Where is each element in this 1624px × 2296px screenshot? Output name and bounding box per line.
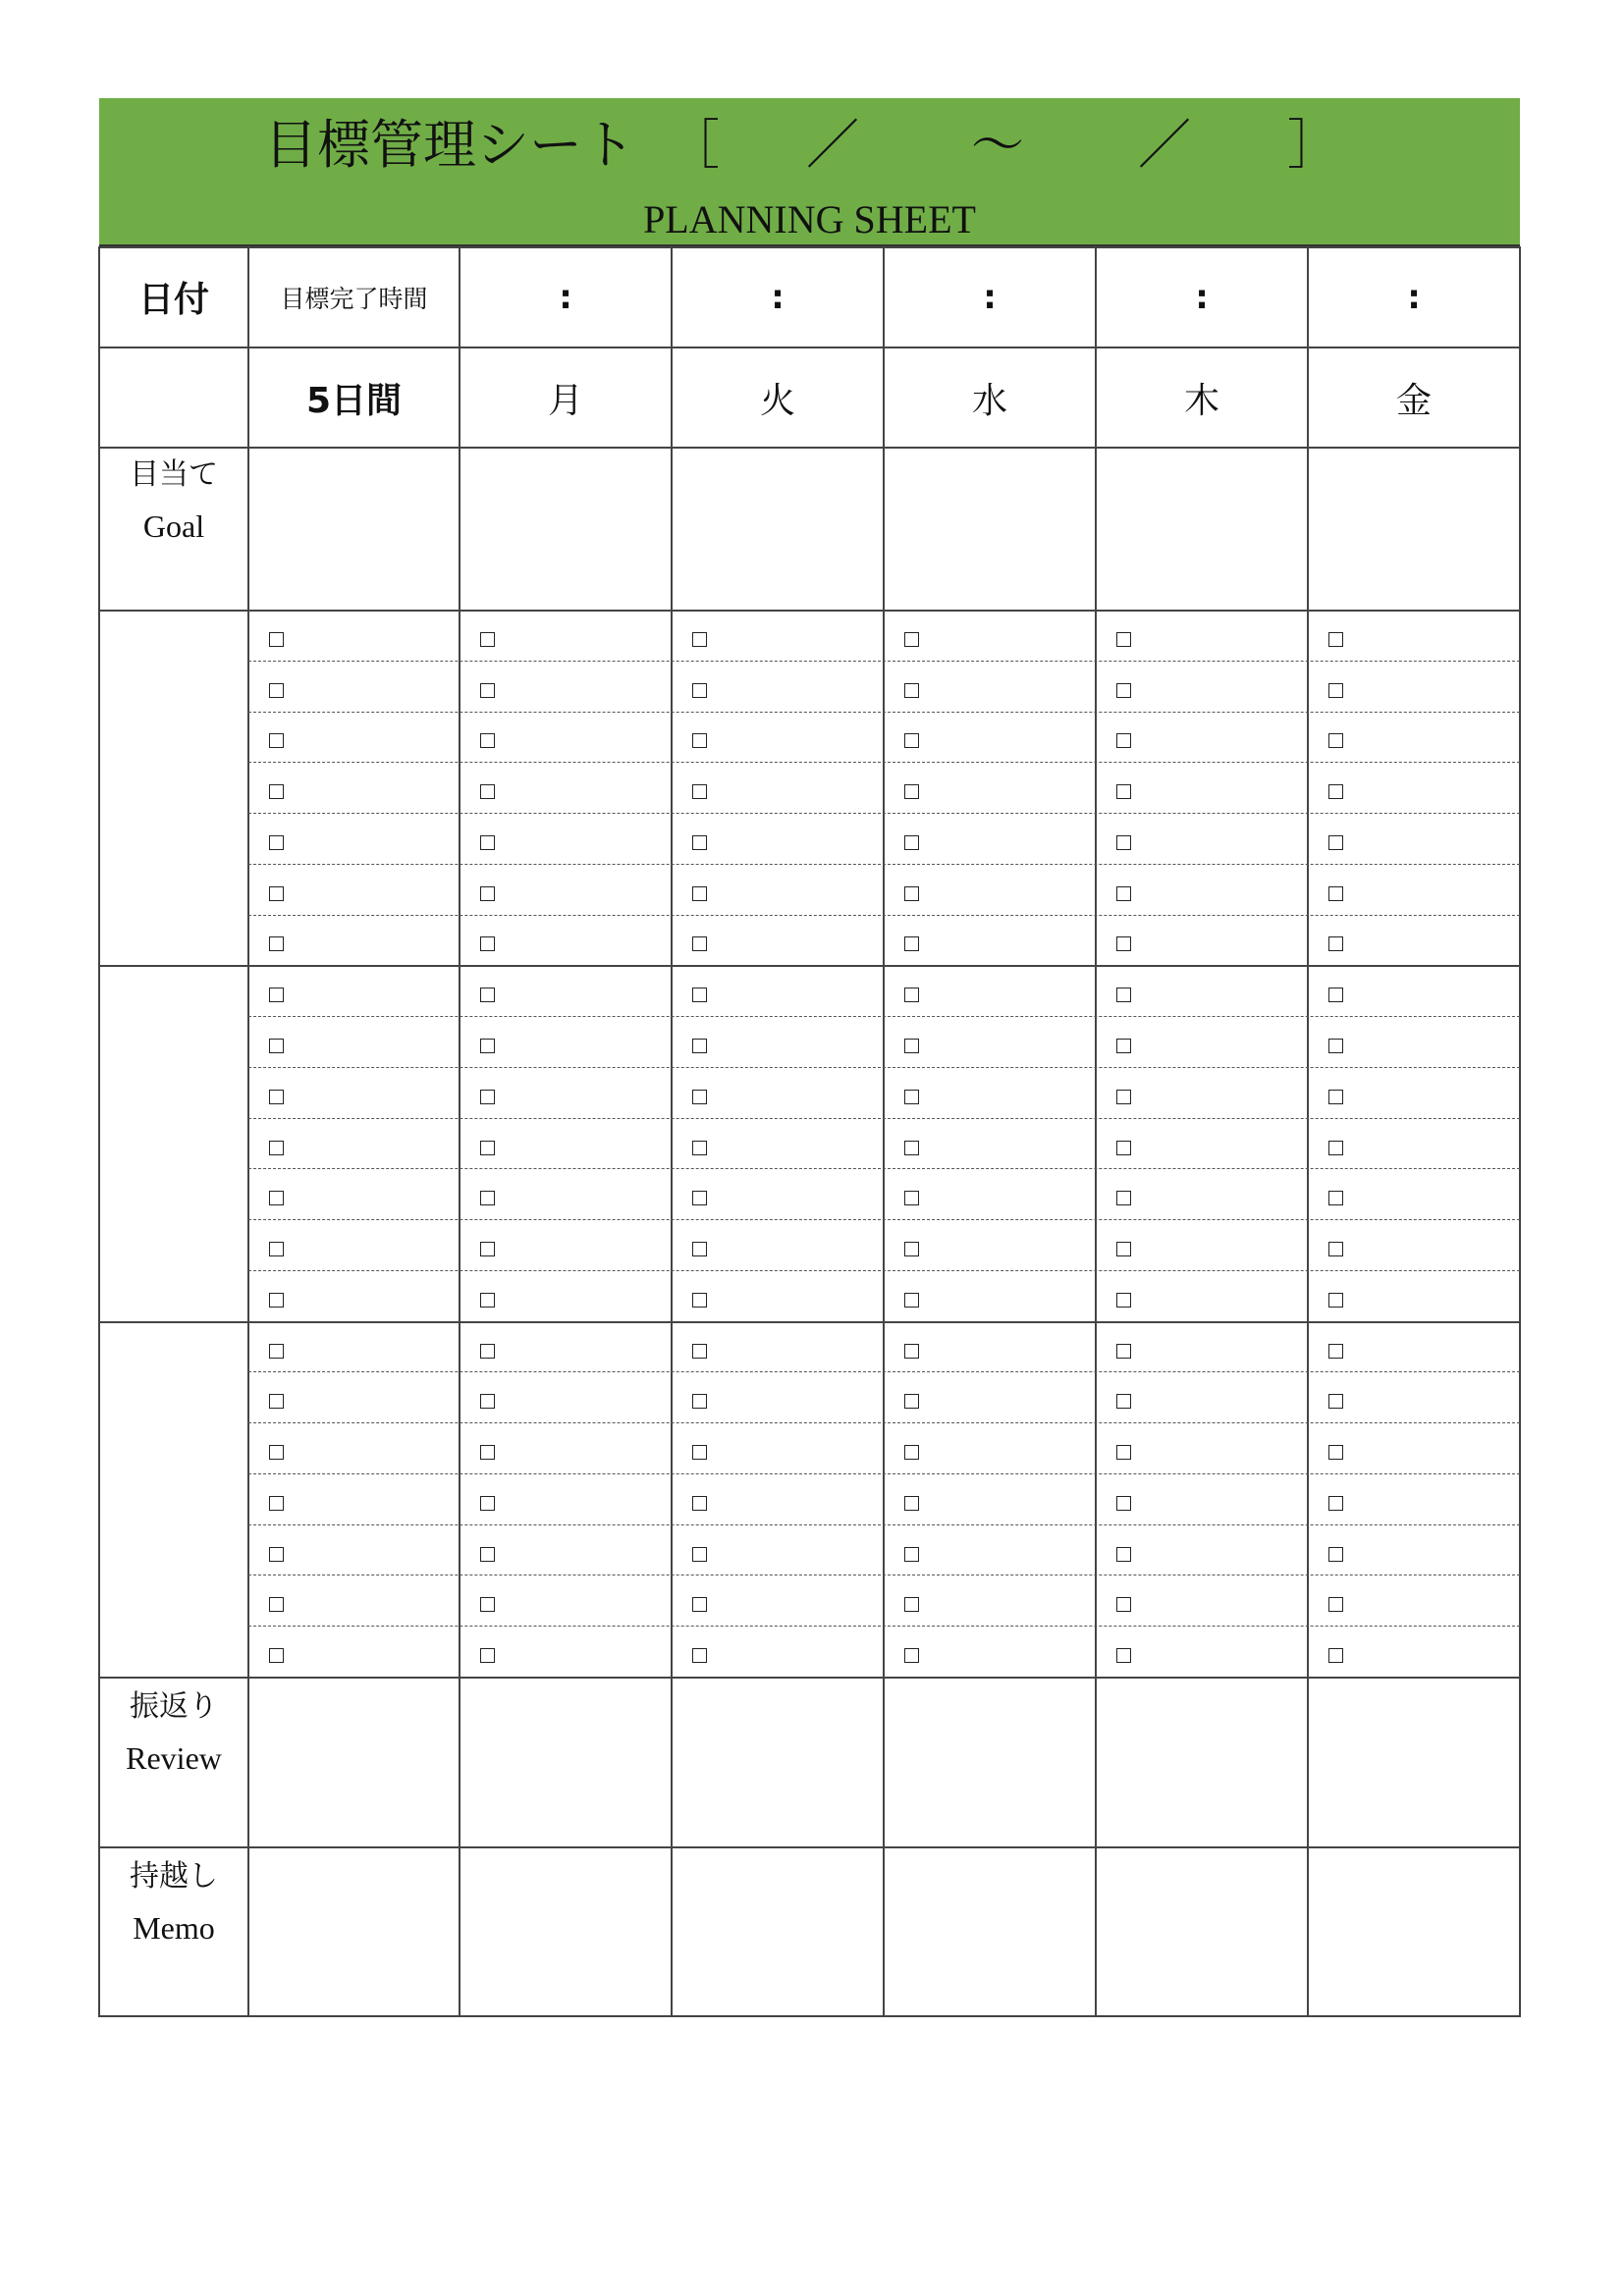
task-checkbox[interactable] (904, 1141, 919, 1155)
task-checkbox[interactable] (269, 1547, 284, 1562)
row-divider (99, 965, 1520, 967)
task-checkbox[interactable] (269, 1496, 284, 1511)
task-checkbox[interactable] (692, 886, 707, 901)
task-checkbox[interactable] (904, 1496, 919, 1511)
time-field[interactable]: : (771, 277, 785, 317)
day-header: 水 (971, 380, 1007, 421)
task-checkbox[interactable] (269, 1293, 284, 1308)
task-checkbox[interactable] (480, 1039, 495, 1053)
task-checkbox[interactable] (1116, 988, 1131, 1002)
task-checkbox[interactable] (269, 1648, 284, 1663)
task-checkbox[interactable] (904, 835, 919, 850)
dashed-divider (248, 1626, 1520, 1627)
task-checkbox[interactable] (1116, 1496, 1131, 1511)
date-slash-end: ／ (1138, 114, 1191, 176)
dashed-divider (248, 1016, 1520, 1017)
task-checkbox[interactable] (692, 1039, 707, 1053)
task-checkbox[interactable] (480, 936, 495, 951)
task-checkbox[interactable] (692, 1547, 707, 1562)
column-divider (1307, 246, 1309, 2017)
review-label-jp: 振返り (130, 1689, 218, 1724)
task-checkbox[interactable] (1328, 1039, 1343, 1053)
task-checkbox[interactable] (269, 936, 284, 951)
task-checkbox[interactable] (1328, 1496, 1343, 1511)
task-checkbox[interactable] (692, 1191, 707, 1205)
task-checkbox[interactable] (692, 1394, 707, 1409)
dashed-divider (248, 915, 1520, 916)
time-field[interactable]: : (1195, 277, 1209, 317)
task-checkbox[interactable] (269, 1445, 284, 1460)
dashed-divider (248, 1473, 1520, 1474)
dashed-divider (248, 712, 1520, 713)
task-checkbox[interactable] (1116, 1039, 1131, 1053)
task-checkbox[interactable] (904, 1648, 919, 1663)
task-checkbox[interactable] (480, 1394, 495, 1409)
task-checkbox[interactable] (480, 1242, 495, 1256)
task-checkbox[interactable] (904, 1039, 919, 1053)
task-checkbox[interactable] (480, 1344, 495, 1359)
task-checkbox[interactable] (269, 683, 284, 698)
task-checkbox[interactable] (1116, 733, 1131, 748)
task-checkbox[interactable] (480, 1648, 495, 1663)
dashed-divider (248, 661, 1520, 662)
goal-label-jp: 目当て (130, 457, 218, 492)
task-checkbox[interactable] (269, 632, 284, 647)
time-field[interactable]: : (559, 277, 572, 317)
task-checkbox[interactable] (480, 1141, 495, 1155)
task-checkbox[interactable] (269, 1394, 284, 1409)
sheet-title: 目標管理シート (264, 114, 635, 176)
task-checkbox[interactable] (904, 1293, 919, 1308)
task-checkbox[interactable] (904, 886, 919, 901)
task-checkbox[interactable] (1328, 1597, 1343, 1612)
task-checkbox[interactable] (692, 988, 707, 1002)
task-checkbox[interactable] (1116, 1090, 1131, 1104)
goal-label-en: Goal (142, 508, 205, 544)
column-divider (1519, 246, 1521, 2017)
task-checkbox[interactable] (269, 784, 284, 799)
period-label: 5日間 (305, 380, 403, 421)
task-checkbox[interactable] (904, 1547, 919, 1562)
dashed-divider (248, 1270, 1520, 1271)
task-checkbox[interactable] (692, 1597, 707, 1612)
task-checkbox[interactable] (904, 936, 919, 951)
task-checkbox[interactable] (269, 1191, 284, 1205)
sheet-subtitle: PLANNING SHEET (643, 197, 976, 241)
day-header: 金 (1395, 380, 1432, 421)
task-checkbox[interactable] (904, 733, 919, 748)
day-header: 月 (547, 380, 583, 421)
dashed-divider (248, 762, 1520, 763)
memo-label-en: Memo (133, 1910, 215, 1946)
task-checkbox[interactable] (1116, 1597, 1131, 1612)
task-checkbox[interactable] (1328, 1293, 1343, 1308)
task-checkbox[interactable] (1116, 886, 1131, 901)
row-divider (99, 1321, 1520, 1323)
task-checkbox[interactable] (480, 1445, 495, 1460)
task-checkbox[interactable] (692, 936, 707, 951)
task-checkbox[interactable] (1116, 632, 1131, 647)
task-checkbox[interactable] (1328, 784, 1343, 799)
day-header: 木 (1183, 380, 1219, 421)
task-checkbox[interactable] (480, 835, 495, 850)
task-checkbox[interactable] (480, 1191, 495, 1205)
task-checkbox[interactable] (269, 1242, 284, 1256)
task-checkbox[interactable] (1328, 936, 1343, 951)
task-checkbox[interactable] (692, 1090, 707, 1104)
task-checkbox[interactable] (1328, 1141, 1343, 1155)
task-checkbox[interactable] (480, 1090, 495, 1104)
review-label-en: Review (126, 1740, 222, 1776)
date-label: 日付 (137, 280, 209, 320)
date-slash-start: ／ (806, 114, 859, 176)
task-checkbox[interactable] (480, 988, 495, 1002)
task-checkbox[interactable] (269, 1039, 284, 1053)
task-checkbox[interactable] (1328, 1090, 1343, 1104)
task-checkbox[interactable] (269, 733, 284, 748)
task-checkbox[interactable] (904, 1445, 919, 1460)
task-checkbox[interactable] (480, 784, 495, 799)
task-checkbox[interactable] (904, 683, 919, 698)
task-checkbox[interactable] (480, 632, 495, 647)
task-checkbox[interactable] (692, 1496, 707, 1511)
task-checkbox[interactable] (692, 733, 707, 748)
task-checkbox[interactable] (1328, 1191, 1343, 1205)
bracket-open: ［ (667, 114, 720, 176)
dashed-divider (248, 1524, 1520, 1525)
task-checkbox[interactable] (904, 1344, 919, 1359)
task-checkbox[interactable] (1116, 1242, 1131, 1256)
date-range-tilde: ～ (971, 114, 1024, 176)
time-field[interactable]: : (1407, 277, 1421, 317)
task-checkbox[interactable] (1116, 1445, 1131, 1460)
task-checkbox[interactable] (480, 1547, 495, 1562)
task-checkbox[interactable] (692, 784, 707, 799)
task-checkbox[interactable] (1116, 1191, 1131, 1205)
row-divider (99, 1846, 1520, 1848)
task-checkbox[interactable] (904, 1090, 919, 1104)
task-checkbox[interactable] (692, 632, 707, 647)
memo-label-jp: 持越し (130, 1859, 218, 1894)
task-checkbox[interactable] (269, 1090, 284, 1104)
day-header: 火 (759, 380, 795, 421)
task-checkbox[interactable] (692, 1141, 707, 1155)
task-checkbox[interactable] (480, 886, 495, 901)
task-checkbox[interactable] (480, 1496, 495, 1511)
bracket-close: ］ (1287, 114, 1340, 176)
task-checkbox[interactable] (692, 1445, 707, 1460)
dashed-divider (248, 1371, 1520, 1372)
task-checkbox[interactable] (269, 1597, 284, 1612)
column-divider (883, 246, 885, 2017)
task-checkbox[interactable] (1116, 1344, 1131, 1359)
dashed-divider (248, 1067, 1520, 1068)
task-checkbox[interactable] (1328, 733, 1343, 748)
task-checkbox[interactable] (904, 1394, 919, 1409)
task-checkbox[interactable] (1116, 1141, 1131, 1155)
task-checkbox[interactable] (480, 733, 495, 748)
task-checkbox[interactable] (480, 1597, 495, 1612)
task-checkbox[interactable] (904, 632, 919, 647)
time-field[interactable]: : (983, 277, 997, 317)
task-checkbox[interactable] (480, 683, 495, 698)
dashed-divider (248, 1118, 1520, 1119)
task-checkbox[interactable] (269, 1141, 284, 1155)
column-divider (459, 246, 460, 2017)
target-time-label: 目標完了時間 (280, 284, 428, 313)
row-divider (99, 1677, 1520, 1679)
task-checkbox[interactable] (1116, 835, 1131, 850)
task-checkbox[interactable] (1328, 886, 1343, 901)
task-checkbox[interactable] (269, 988, 284, 1002)
task-checkbox[interactable] (1328, 632, 1343, 647)
task-checkbox[interactable] (1116, 1648, 1131, 1663)
task-checkbox[interactable] (904, 1597, 919, 1612)
task-checkbox[interactable] (904, 1191, 919, 1205)
task-checkbox[interactable] (269, 1344, 284, 1359)
task-checkbox[interactable] (269, 835, 284, 850)
task-checkbox[interactable] (1328, 683, 1343, 698)
task-checkbox[interactable] (269, 886, 284, 901)
task-checkbox[interactable] (692, 1344, 707, 1359)
task-checkbox[interactable] (1328, 1648, 1343, 1663)
row-divider (99, 610, 1520, 612)
task-checkbox[interactable] (1328, 1445, 1343, 1460)
task-checkbox[interactable] (692, 835, 707, 850)
task-checkbox[interactable] (1328, 1344, 1343, 1359)
task-checkbox[interactable] (1328, 1547, 1343, 1562)
task-checkbox[interactable] (1328, 835, 1343, 850)
task-checkbox[interactable] (480, 1293, 495, 1308)
task-checkbox[interactable] (1328, 1394, 1343, 1409)
sheet-header (99, 98, 1520, 246)
task-checkbox[interactable] (1116, 1293, 1131, 1308)
dashed-divider (248, 1219, 1520, 1220)
task-checkbox[interactable] (692, 1293, 707, 1308)
task-checkbox[interactable] (692, 1648, 707, 1663)
task-checkbox[interactable] (1116, 1394, 1131, 1409)
planning-table (99, 246, 1520, 2017)
column-divider (1095, 246, 1097, 2017)
task-checkbox[interactable] (1116, 936, 1131, 951)
task-checkbox[interactable] (1116, 784, 1131, 799)
task-checkbox[interactable] (904, 1242, 919, 1256)
task-checkbox[interactable] (1116, 683, 1131, 698)
task-checkbox[interactable] (692, 1242, 707, 1256)
row-divider (99, 2015, 1520, 2017)
column-divider (671, 246, 673, 2017)
task-checkbox[interactable] (1328, 1242, 1343, 1256)
task-checkbox[interactable] (904, 988, 919, 1002)
task-checkbox[interactable] (692, 683, 707, 698)
dashed-divider (248, 813, 1520, 814)
dashed-divider (248, 1422, 1520, 1423)
dashed-divider (248, 864, 1520, 865)
task-checkbox[interactable] (1328, 988, 1343, 1002)
task-checkbox[interactable] (1116, 1547, 1131, 1562)
dashed-divider (248, 1168, 1520, 1169)
task-checkbox[interactable] (904, 784, 919, 799)
